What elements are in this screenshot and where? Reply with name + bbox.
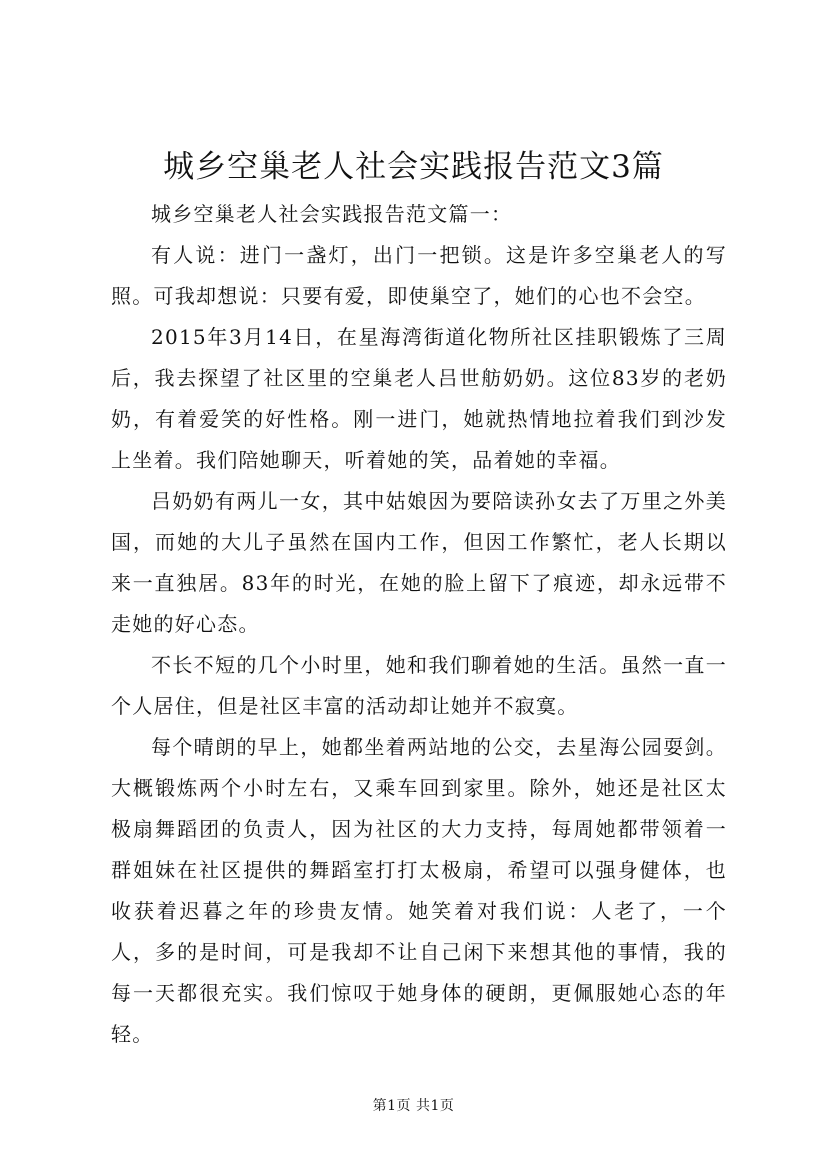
paragraph-family: 吕奶奶有两儿一女，其中姑娘因为要陪读孙女去了万里之外美国，而她的大儿子虽然在国内工作，但因工作繁忙，老人长期以来一直独居。83年的时光，在她的脸上留下了痕迹，却永远带不走她的好心态。 [111, 489, 727, 636]
paragraph-conversation: 不长不短的几个小时里，她和我们聊着她的生活。虽然一直一个人居住，但是社区丰富的活动却让她并不寂寞。 [111, 653, 727, 718]
paragraph-daily-life: 每个晴朗的早上，她都坐着两站地的公交，去星海公园耍剑。大概锻炼两个小时左右，又乘车回到家里。除外，她还是社区太极扇舞蹈团的负责人，因为社区的大力支持，每周她都带领着一群姐妹在社区提供的舞蹈室打打太极扇，希望可以强身健体，也收获着迟暮之年的珍贵友情。她笑着对我们说：人老了，一个人，多的是时间，可是我却不让自己闲下来想其他的事情，我的每一天都很充实。我们惊叹于她身体的硬朗，更佩服她心态的年轻。 [111, 735, 727, 1046]
document-body [111, 194, 727, 1055]
paragraph-visit: 2015年3月14日，在星海湾街道化物所社区挂职锻炼了三周后，我去探望了社区里的空巢老人吕世舫奶奶。这位83岁的老奶奶，有着爱笑的好性格。刚一进门，她就热情地拉着我们到沙发上坐着。我们陪她聊天，听着她的笑，品着她的幸福。 [111, 325, 727, 472]
page-footer: 第1页 共1页 [372, 1098, 455, 1114]
document-title: 城乡空巢老人社会实践报告范文3篇 [163, 149, 664, 185]
paragraph-section-heading: 城乡空巢老人社会实践报告范文篇一： [151, 202, 513, 226]
paragraph-intro: 有人说：进门一盏灯，出门一把锁。这是许多空巢老人的写照。可我却想说：只要有爱，即使巢空了，她们的心也不会空。 [111, 243, 727, 308]
